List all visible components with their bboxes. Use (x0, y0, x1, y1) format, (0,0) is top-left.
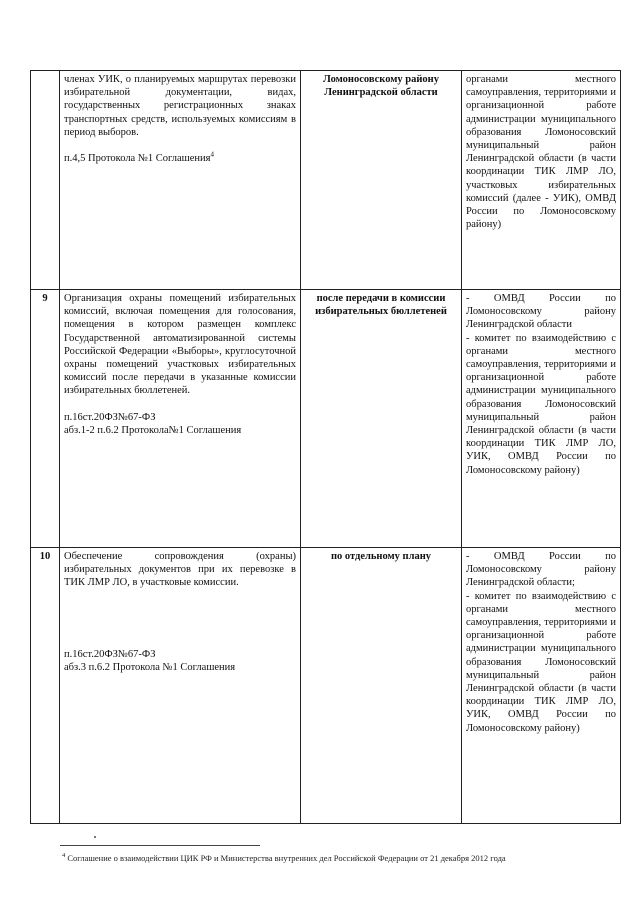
responsible-cell (462, 71, 621, 290)
responsible-text: - ОМВД России по Ломоносовскому району Ленинградской области (466, 293, 616, 331)
responsible-cell (462, 548, 621, 824)
term-cell: Ломоносовскому району Ленинградской области (301, 71, 462, 290)
responsible-text: органами местного самоуправления, территориями и организационной работе администрации муниципального образования Ломоносовский муниципальный район Ленинградской области (в части координации ТИК ЛМР ЛО, участковых избирательных комиссий (далее - УИК), ОМВД России по Ломоносовскому району) (466, 74, 616, 231)
legal-basis (64, 152, 296, 165)
event-cell (60, 71, 301, 290)
footnote-text: Соглашение о взаимодействии ЦИК РФ и Министерства внутренних дел Российской Федерации от 21 декабря 2012 года (67, 853, 506, 863)
footnote-mark: 4 (62, 852, 66, 860)
footnote-ref: 4 (210, 150, 214, 159)
footnote-separator (60, 845, 260, 846)
term-cell: после передачи в комиссии избирательных бюллетеней (301, 290, 462, 548)
table-row (31, 548, 621, 824)
row-number: 9 (31, 290, 60, 548)
event-text: Обеспечение сопровождения (охраны) избирательных документов при их перевозке в ТИК ЛМР ЛО, в участковые комиссии. (64, 551, 296, 589)
table-row (31, 290, 621, 548)
event-text: Организация охраны помещений избирательных комиссий, включая помещения для голосования, помещения в котором размещен комплекс Государственной автоматизированной системы Российской Федерации «Выборы», круглосуточной охраны помещений участковых избирательных комиссий после передачи в указанные комиссии избирательных бюллетеней. (64, 293, 296, 397)
responsible-text: - комитет по взаимодействию с органами местного самоуправления, территориями и организационной работе администрации муниципального образования Ломоносовский муниципальный район Ленинградской области (в части координации ТИК ЛМР ЛО, УИК, ОМВД России по Ломоносовскому району) (466, 332, 616, 476)
legal-basis-law: п.16ст.20ФЗ№67-ФЗ (64, 411, 156, 423)
legal-basis-protocol: абз.3 п.6.2 Протокола №1 Соглашения (64, 661, 236, 673)
footnote (62, 853, 622, 864)
legal-basis-law: п.16ст.20ФЗ№67-ФЗ (64, 648, 156, 660)
row-number: 10 (31, 548, 60, 824)
measures-table (30, 70, 621, 824)
term-cell: по отдельному плану (301, 548, 462, 824)
event-cell (60, 290, 301, 548)
responsible-text: - ОМВД России по Ломоносовскому району Ленинградской области; (466, 551, 616, 589)
legal-basis-protocol: абз.1-2 п.6.2 Протокола№1 Соглашения (64, 424, 242, 436)
row-number (31, 71, 60, 290)
scan-mark (94, 836, 96, 838)
responsible-text: - комитет по взаимодействию с органами местного самоуправления, территориями и организационной работе администрации муниципального образования Ломоносовский муниципальный район Ленинградской области (в части координации ТИК ЛМР ЛО, УИК, ОМВД России по Ломоносовскому району) (466, 590, 616, 734)
event-text: членах УИК, о планируемых маршрутах перевозки избирательной документации, видах, государственных регистрационных знаках транспортных средств, используемых комиссиям в период выборов. (64, 74, 296, 138)
event-cell (60, 548, 301, 824)
table-row (31, 71, 621, 290)
responsible-cell (462, 290, 621, 548)
legal-basis-text: п.4,5 Протокола №1 Соглашения (64, 153, 211, 165)
